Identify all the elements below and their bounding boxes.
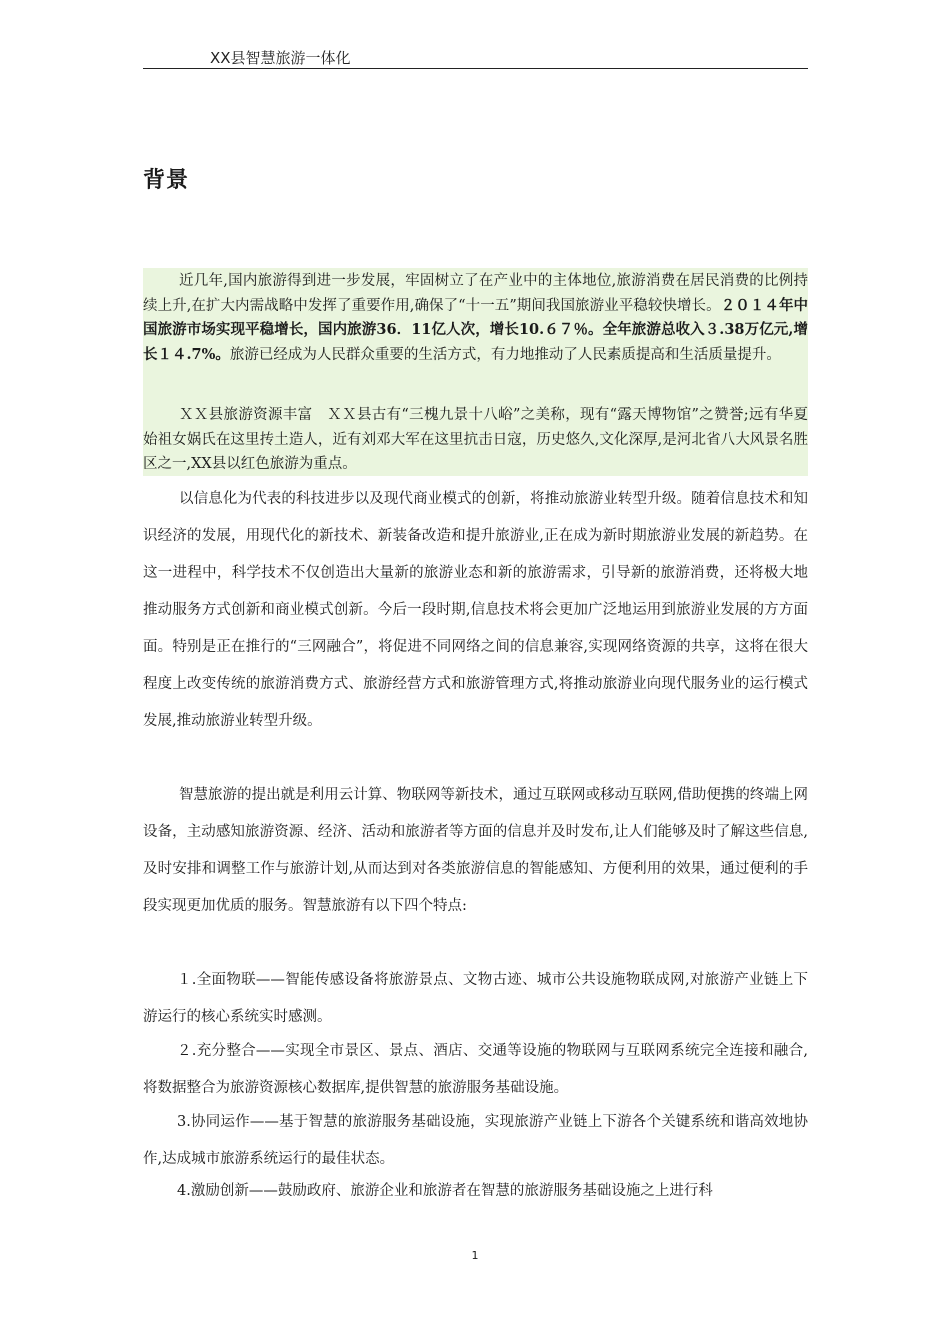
paragraph-1-text-c: 旅游已经成为人民群众重要的生活方式，有力地推动了人民素质提高和生活质量提升。 [229,346,781,363]
paragraph-1-text-a: 近几年,国内旅游得到进一步发展，牢固树立了在产业中的主体地位,旅游消费在居民消费的比例持续上升,在扩大内需战略中发挥了重要作用,确保了“十一五”期间我国旅游业平稳较快增长。 [143,273,808,314]
section-heading: 背景 [143,168,190,193]
list-item-2: ２.充分整合——实现全市景区、景点、酒店、交通等设施的物联网与互联网系统完全连接和融合,将数据整合为旅游资源核心数据库,提供智慧的旅游服务基础设施。 [143,1043,808,1096]
paragraph-smart-tourism: 智慧旅游的提出就是利用云计算、物联网等新技术，通过互联网或移动互联网,借助便携的终端上网设备，主动感知旅游资源、经济、活动和旅游者等方面的信息并及时发布,让人们能够及时了解这些信息,及时安排和调整工作与旅游计划,从而达到对各类旅游信息的智能感知、方便利用的效果，通过便利的手段实现更加优质的服务。智慧旅游有以下四个特点: [143,787,808,914]
list-item-3: 3.协同运作——基于智慧的旅游服务基础设施，实现旅游产业链上下游各个关键系统和谐高效地协作,达成城市旅游系统运行的最佳状态。 [143,1114,808,1167]
running-header-title: XX县智慧旅游一体化 [210,49,351,67]
page-number: 1 [471,1249,479,1262]
highlighted-paragraph-2: ＸＸ县旅游资源丰富 ＸＸ县古有“三槐九景十八峪”之美称，现有“露天博物馆”之赞誉;远有华夏始祖女娲氏在这里抟土造人，近有刘邓大军在这里抗击日寇，历史悠久,文化深厚,是河北省八大风景名胜区之一,XX县以红色旅游为重点。 [143,407,808,472]
list-item-1: １.全面物联——智能传感设备将旅游景点、文物古迹、城市公共设施物联成网,对旅游产业链上下游运行的核心系统实时感测。 [143,972,808,1025]
highlighted-paragraph-1 [143,269,808,367]
paragraph-1-bold-statistics: ２０１４年中国旅游市场实现平稳增长，国内旅游36．11亿人次，增长10.６７％。全年旅游总收入３.38万亿元,增长１４.7%。 [143,296,809,363]
list-item-4: 4.激励创新——鼓励政府、旅游企业和旅游者在智慧的旅游服务基础设施之上进行科 [177,1183,713,1199]
paragraph-informatization: 以信息化为代表的科技进步以及现代商业模式的创新，将推动旅游业转型升级。随着信息技术和知识经济的发展，用现代化的新技术、新装备改造和提升旅游业,正在成为新时期旅游业发展的新趋势。在这一进程中，科学技术不仅创造出大量新的旅游业态和新的旅游需求，引导新的旅游消费，还将极大地推动服务方式创新和商业模式创新。今后一段时期,信息技术将会更加广泛地运用到旅游业发展的方方面面。特别是正在推行的“三网融合”，将促进不同网络之间的信息兼容,实现网络资源的共享，这将在很大程度上改变传统的旅游消费方式、旅游经营方式和旅游管理方式,将推动旅游业向现代服务业的运行模式发展,推动旅游业转型升级。 [143,491,808,729]
header-rule [143,68,808,69]
